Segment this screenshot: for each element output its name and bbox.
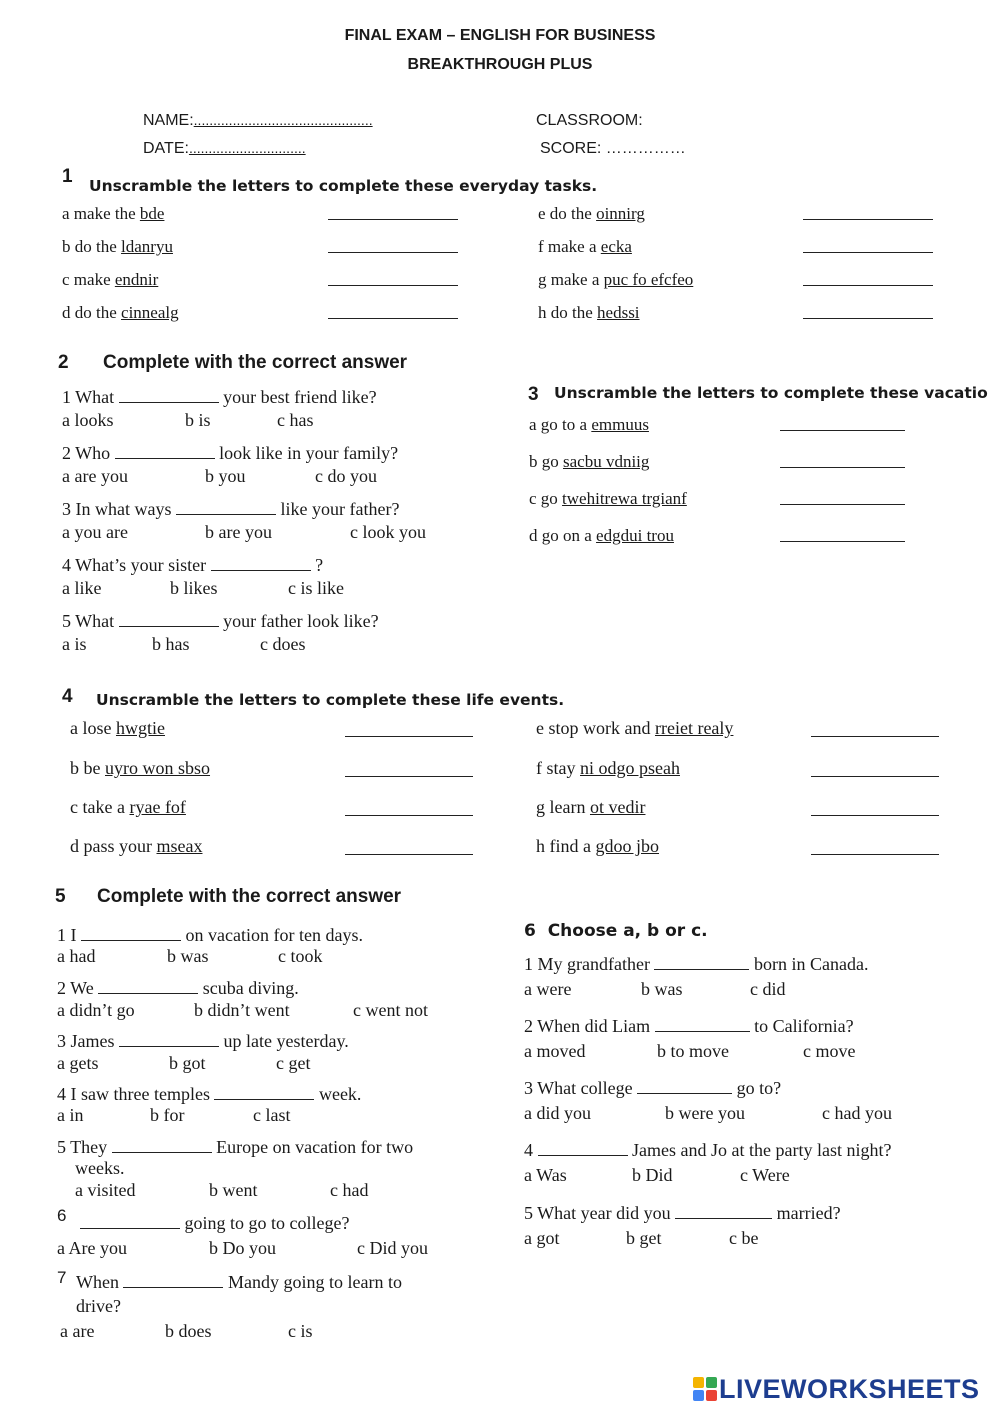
s6-q3-blank[interactable] — [637, 1079, 732, 1094]
s1-answer-e[interactable] — [803, 219, 933, 220]
section4-number: 4 — [62, 686, 73, 707]
s6-q5: 5 What year did you married? — [524, 1203, 841, 1223]
section6-title: Choose a, b or c. — [547, 921, 708, 941]
s5-q1: 1 I on vacation for ten days. — [57, 925, 363, 945]
s5-q4-blank[interactable] — [214, 1085, 314, 1100]
s4-item-g: g learn ot vedir — [536, 797, 646, 817]
s4-answer-h[interactable] — [811, 854, 939, 855]
s5-q2: 2 We scuba diving. — [57, 978, 299, 998]
s4-item-d: d pass your mseax — [70, 836, 203, 856]
section3-title: Unscramble the letters to complete these vacatio — [554, 384, 988, 402]
s6-q3-b[interactable]: b were you — [665, 1103, 745, 1123]
s2-q5-blank[interactable] — [119, 612, 219, 627]
s6-q5-c[interactable]: c be — [729, 1228, 759, 1248]
s3-item-d: d go on a edgdui trou — [529, 526, 674, 545]
s2-q5-b[interactable]: b has — [152, 634, 190, 654]
s5-q2-c[interactable]: c went not — [353, 1000, 428, 1020]
s5-q7-number: 7 — [57, 1268, 67, 1287]
s2-q1: 1 What your best friend like? — [62, 387, 377, 407]
s4-answer-a[interactable] — [345, 736, 473, 737]
s5-q2-a[interactable]: a didn’t go — [57, 1000, 135, 1020]
s2-q1-c[interactable]: c has — [277, 410, 314, 430]
s2-q3-blank[interactable] — [176, 500, 276, 515]
s4-item-b: b be uyro won sbso — [70, 758, 211, 778]
s6-q4-a[interactable]: a Was — [524, 1165, 567, 1185]
s2-q1-b[interactable]: b is — [185, 410, 211, 430]
s6-q1-a[interactable]: a were — [524, 979, 572, 999]
s5-q1-c[interactable]: c took — [278, 946, 323, 966]
s4-answer-e[interactable] — [811, 736, 939, 737]
section4-title: Unscramble the letters to complete these life events. — [96, 691, 565, 709]
s2-q2-a[interactable]: a are you — [62, 466, 128, 486]
s1-item-f: f make a ecka — [538, 237, 632, 256]
s5-q5-a[interactable]: a visited — [75, 1180, 136, 1200]
s6-q1-b[interactable]: b was — [641, 979, 683, 999]
s6-q4-c[interactable]: c Were — [740, 1165, 790, 1185]
s1-item-h: h do the hedssi — [538, 303, 640, 322]
section6-heading — [524, 921, 708, 941]
s5-q3: 3 James up late yesterday. — [57, 1031, 349, 1051]
s2-q2-c[interactable]: c do you — [315, 466, 377, 486]
s3-answer-b[interactable] — [780, 467, 905, 468]
s2-q4-a[interactable]: a like — [62, 578, 102, 598]
s3-item-b: b go sacbu vdniig — [529, 452, 650, 471]
s6-q4-blank[interactable] — [538, 1141, 628, 1156]
s6-q3-a[interactable]: a did you — [524, 1103, 591, 1123]
s5-q6-number: 6 — [57, 1206, 67, 1225]
s2-q1-blank[interactable] — [119, 388, 219, 403]
liveworksheets-logo-icon — [693, 1377, 717, 1401]
classroom-label: CLASSROOM: — [536, 112, 643, 129]
section1-title: Unscramble the letters to complete these everyday tasks. — [89, 177, 598, 195]
s2-q4: 4 What’s your sister ? — [62, 555, 324, 575]
s5-q1-b[interactable]: b was — [167, 946, 209, 966]
s2-q2-blank[interactable] — [115, 444, 215, 459]
s6-q2-c[interactable]: c move — [803, 1041, 856, 1061]
s5-q3-blank[interactable] — [119, 1032, 219, 1047]
s2-q5-a[interactable]: a is — [62, 634, 87, 654]
s2-q2-b[interactable]: b you — [205, 466, 246, 486]
s5-q6-b[interactable]: b Do you — [209, 1238, 276, 1258]
s5-q4-a[interactable]: a in — [57, 1105, 84, 1125]
s2-q3-a[interactable]: a you are — [62, 522, 128, 542]
date-label: DATE: — [143, 140, 189, 157]
s4-item-c: c take a ryae fof — [70, 797, 186, 817]
s5-q6-c[interactable]: c Did you — [357, 1238, 428, 1258]
s5-q7-cont: drive? — [76, 1296, 121, 1316]
s5-q6-blank[interactable] — [80, 1214, 180, 1229]
s6-q4-b[interactable]: b Did — [632, 1165, 673, 1185]
date-field — [143, 140, 306, 158]
s5-q5-b[interactable]: b went — [209, 1180, 258, 1200]
s1-answer-a[interactable] — [328, 219, 458, 220]
s5-q2-blank[interactable] — [98, 979, 198, 994]
s5-q7-a[interactable]: a are — [60, 1321, 95, 1341]
liveworksheets-logo: LIVEWORKSHEETS — [719, 1374, 980, 1404]
name-field — [143, 112, 373, 130]
date-input-line[interactable]: .............................. — [188, 140, 306, 156]
s2-q1-a[interactable]: a looks — [62, 410, 114, 430]
section5-title: Complete with the correct answer — [97, 886, 402, 907]
s2-q2: 2 Who look like in your family? — [62, 443, 399, 463]
s2-q4-b[interactable]: b likes — [170, 578, 218, 598]
s4-item-f: f stay ni odgo pseah — [536, 758, 680, 778]
s5-q4: 4 I saw three temples week. — [57, 1084, 362, 1104]
s5-q4-b[interactable]: b for — [150, 1105, 185, 1125]
s3-item-a: a go to a emmuus — [529, 415, 649, 434]
s3-answer-c[interactable] — [780, 504, 905, 505]
s4-answer-d[interactable] — [345, 854, 473, 855]
s5-q4-c[interactable]: c last — [253, 1105, 291, 1125]
s5-q5-cont: weeks. — [75, 1158, 125, 1178]
s5-q3-c[interactable]: c get — [276, 1053, 311, 1073]
s5-q6-a[interactable]: a Are you — [57, 1238, 127, 1258]
s2-q5-c[interactable]: c does — [260, 634, 306, 654]
s6-q5-blank[interactable] — [675, 1204, 772, 1219]
s6-q2-blank[interactable] — [655, 1017, 750, 1032]
score-field — [540, 140, 686, 158]
s1-answer-f[interactable] — [803, 252, 933, 253]
s2-q4-blank[interactable] — [211, 556, 311, 571]
section2-number: 2 — [58, 352, 69, 373]
s4-answer-g[interactable] — [811, 815, 939, 816]
s1-item-b: b do the ldanryu — [62, 237, 173, 256]
s4-item-a: a lose hwgtie — [70, 718, 165, 738]
s5-q3-b[interactable]: b got — [169, 1053, 206, 1073]
s2-q3-b[interactable]: b are you — [205, 522, 272, 542]
s4-answer-b[interactable] — [345, 776, 473, 777]
s1-answer-h[interactable] — [803, 318, 933, 319]
s5-q7-blank[interactable] — [123, 1273, 223, 1288]
s3-answer-d[interactable] — [780, 541, 905, 542]
s6-q1-c[interactable]: c did — [750, 979, 786, 999]
s2-q5: 5 What your father look like? — [62, 611, 379, 631]
name-input-line[interactable]: .............................................. — [193, 112, 373, 128]
s4-answer-f[interactable] — [811, 776, 939, 777]
s3-item-c: c go twehitrewa trgianf — [529, 489, 687, 508]
s6-q3-c[interactable]: c had you — [822, 1103, 892, 1123]
s1-item-d: d do the cinnealg — [62, 303, 179, 322]
section2-title: Complete with the correct answer — [103, 352, 408, 373]
page-subtitle: BREAKTHROUGH PLUS — [407, 56, 593, 73]
s6-q1: 1 My grandfather born in Canada. — [524, 954, 869, 974]
s5-q6: going to go to college? — [80, 1213, 349, 1234]
s5-q1-a[interactable]: a had — [57, 946, 96, 966]
s1-item-c: c make endnir — [62, 270, 159, 289]
s2-q4-c[interactable]: c is like — [288, 578, 344, 598]
s6-q1-blank[interactable] — [654, 955, 749, 970]
s5-q1-blank[interactable] — [81, 926, 181, 941]
score-dots: …………… — [605, 140, 686, 157]
s5-q5: 5 They Europe on vacation for two — [57, 1137, 414, 1157]
s6-q2-a[interactable]: a moved — [524, 1041, 586, 1061]
section5-number: 5 — [55, 886, 66, 907]
s6-q5-a[interactable]: a got — [524, 1228, 560, 1248]
s5-q5-blank[interactable] — [112, 1138, 212, 1153]
s1-item-g: g make a puc fo efcfeo — [538, 270, 694, 289]
s2-q3: 3 In what ways like your father? — [62, 499, 400, 519]
s1-item-e: e do the oinnirg — [538, 204, 645, 223]
page-title: FINAL EXAM – ENGLISH FOR BUSINESS — [344, 27, 656, 44]
name-label: NAME: — [143, 112, 194, 129]
section1-number: 1 — [62, 166, 73, 187]
score-label: SCORE: — [540, 140, 602, 157]
s6-q2-b[interactable]: b to move — [657, 1041, 729, 1061]
s5-q7-c[interactable]: c is — [288, 1321, 313, 1341]
s4-item-h: h find a gdoo jbo — [536, 836, 659, 856]
s6-q4: 4 James and Jo at the party last night? — [524, 1140, 892, 1160]
s4-item-e: e stop work and rreiet realy — [536, 718, 734, 738]
s6-q3: 3 What college go to? — [524, 1078, 782, 1098]
s1-item-a: a make the bde — [62, 204, 165, 223]
s6-q5-b[interactable]: b get — [626, 1228, 662, 1248]
s4-answer-c[interactable] — [345, 815, 473, 816]
s1-answer-g[interactable] — [803, 285, 933, 286]
section3-number: 3 — [528, 384, 539, 405]
s6-q2: 2 When did Liam to California? — [524, 1016, 854, 1036]
s5-q3-a[interactable]: a gets — [57, 1053, 99, 1073]
s5-q7: When Mandy going to learn to — [76, 1272, 402, 1292]
s1-answer-c[interactable] — [328, 285, 458, 286]
s5-q7-b[interactable]: b does — [165, 1321, 212, 1341]
section6-number: 6 — [524, 921, 536, 941]
s2-q3-c[interactable]: c look you — [350, 522, 426, 542]
s3-answer-a[interactable] — [780, 430, 905, 431]
s5-q2-b[interactable]: b didn’t went — [194, 1000, 290, 1020]
s5-q5-c[interactable]: c had — [330, 1180, 369, 1200]
s1-answer-b[interactable] — [328, 252, 458, 253]
s1-answer-d[interactable] — [328, 318, 458, 319]
